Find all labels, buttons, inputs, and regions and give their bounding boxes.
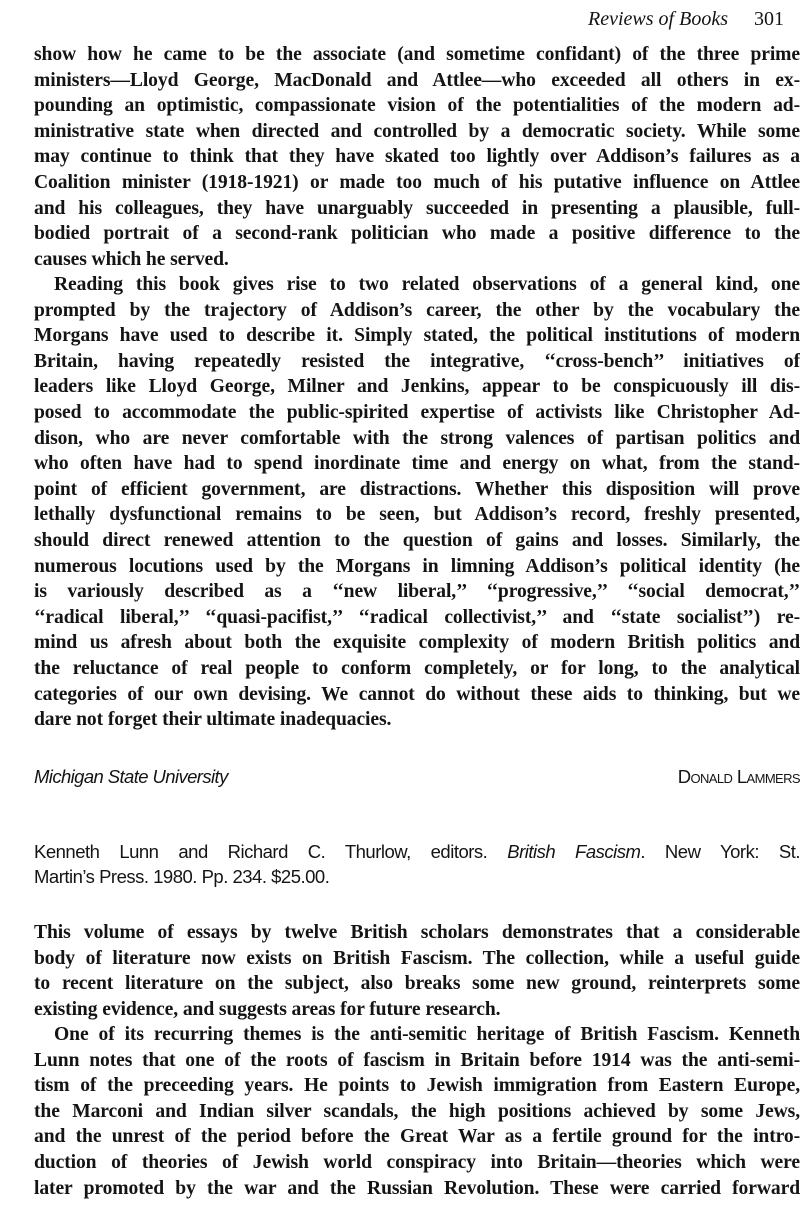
text-line: body of literature now exists on British Fascism. The collection, while a useful guide bbox=[34, 947, 800, 969]
reviewer-affiliation: Michigan State University bbox=[34, 766, 228, 787]
text-line: categories of our own devising. We cannot do without these aids to thinking, but we bbox=[34, 683, 800, 705]
citation-publisher-start: . New York: St. bbox=[640, 841, 800, 862]
running-head bbox=[588, 6, 784, 32]
text-line: the reluctance of real people to conform completely, or for long, to the analytical bbox=[34, 657, 800, 679]
text-line: posed to accommodate the public-spirited expertise of activists like Christopher Ad- bbox=[34, 401, 800, 423]
page-number: 301 bbox=[754, 8, 784, 30]
text-line: lethally dysfunctional remains to be seen, but Addison’s record, freshly presented, bbox=[34, 504, 800, 526]
text-line: ministers—Lloyd George, MacDonald and Attlee—who exceeded all others in ex- bbox=[34, 69, 800, 91]
text-line: tism of the preceeding years. He points to Jewish immigration from Eastern Europe, bbox=[34, 1075, 800, 1097]
text-line: ministrative state when directed and controlled by a democratic society. While some bbox=[34, 120, 800, 142]
text-line: This volume of essays by twelve British scholars demonstrates that a considerable bbox=[34, 922, 800, 943]
text-line: dison, who are never comfortable with the strong valences of partisan politics and bbox=[34, 427, 800, 449]
text-line: Reading this book gives rise to two related observations of a general kind, one bbox=[54, 274, 800, 295]
text-line: prompted by the trajectory of Addison’s career, the other by the vocabulary the bbox=[34, 299, 800, 321]
text-line: point of efficient government, are distractions. Whether this disposition will prove bbox=[34, 478, 800, 500]
reviewer-name: Donald Lammers bbox=[677, 766, 800, 787]
text-line: duction of theories of Jewish world conspiracy into Britain—theories which were bbox=[34, 1151, 800, 1173]
text-line: causes which he served. bbox=[34, 248, 229, 270]
text-line: mind us afresh about both the exquisite complexity of modern British politics and bbox=[34, 632, 800, 654]
text-line: ‘‘radical liberal,’’ ‘‘quasi-pacifist,’’ ‘‘radical collectivist,’’ and ‘‘state socialist’’) re- bbox=[34, 606, 800, 628]
text-line: later promoted by the war and the Russian Revolution. These were carried forward bbox=[34, 1177, 800, 1199]
journal-section-title: Reviews of Books bbox=[588, 8, 728, 30]
text-line: bodied portrait of a second-rank politician who made a positive difference to the bbox=[34, 223, 800, 245]
text-line: leaders like Lloyd George, Milner and Jenkins, appear to be conspicuously ill dis- bbox=[34, 376, 800, 398]
text-line: and his colleagues, they have unarguably succeeded in presenting a plausible, full- bbox=[34, 197, 800, 219]
book-citation bbox=[34, 839, 800, 889]
text-line: may continue to think that they have skated too lightly over Addison’s failures as a bbox=[34, 146, 800, 168]
text-line: to recent literature on the subject, also breaks some new ground, reinterprets some bbox=[34, 973, 800, 995]
text-line: Lunn notes that one of the roots of fascism in Britain before 1914 was the anti-semi- bbox=[34, 1049, 800, 1071]
citation-line-2: Martin’s Press. 1980. Pp. 234. $25.00. bbox=[34, 866, 330, 887]
citation-line-1 bbox=[34, 839, 800, 864]
text-line: pounding an optimistic, compassionate vision of the potentialities of the modern ad- bbox=[34, 95, 800, 117]
text-line: Britain, having repeatedly resisted the integrative, ‘‘cross-bench’’ initiatives of bbox=[34, 350, 800, 372]
text-line: Morgans have used to describe it. Simply stated, the political institutions of modern bbox=[34, 325, 800, 347]
text-line: existing evidence, and suggests areas for future research. bbox=[34, 998, 501, 1020]
text-line: who often have had to spend inordinate time and energy on what, from the stand- bbox=[34, 453, 800, 475]
text-line: is variously described as a ‘‘new liberal,’’ ‘‘progressive,’’ ‘‘social democrat,’’ bbox=[34, 581, 800, 603]
text-line: show how he came to be the associate (and sometime confidant) of the three prime bbox=[34, 44, 800, 65]
text-line: Coalition minister (1918-1921) or made too much of his putative influence on Attlee bbox=[34, 171, 800, 193]
text-line: and the unrest of the period before the Great War as a fertile ground for the intro- bbox=[34, 1126, 800, 1148]
review1-paragraph-1 bbox=[34, 42, 800, 272]
review1-paragraph-2 bbox=[34, 272, 800, 733]
review-signature bbox=[34, 765, 800, 789]
review2-paragraph-2 bbox=[34, 1022, 800, 1201]
citation-book-title: British Fascism bbox=[507, 841, 641, 862]
text-line: the Marconi and Indian silver scandals, the high positions achieved by some Jews, bbox=[34, 1100, 800, 1122]
review2-paragraph-1 bbox=[34, 920, 800, 1022]
text-line: One of its recurring themes is the anti-semitic heritage of British Fascism. Kenneth bbox=[54, 1024, 800, 1045]
text-line: dare not forget their ultimate inadequacies. bbox=[34, 709, 392, 731]
text-line: should direct renewed attention to the question of gains and losses. Similarly, the bbox=[34, 529, 800, 551]
citation-authors: Kenneth Lunn and Richard C. Thurlow, editors. bbox=[34, 841, 488, 862]
text-line: numerous locutions used by the Morgans in limning Addison’s political identity (he bbox=[34, 555, 800, 577]
